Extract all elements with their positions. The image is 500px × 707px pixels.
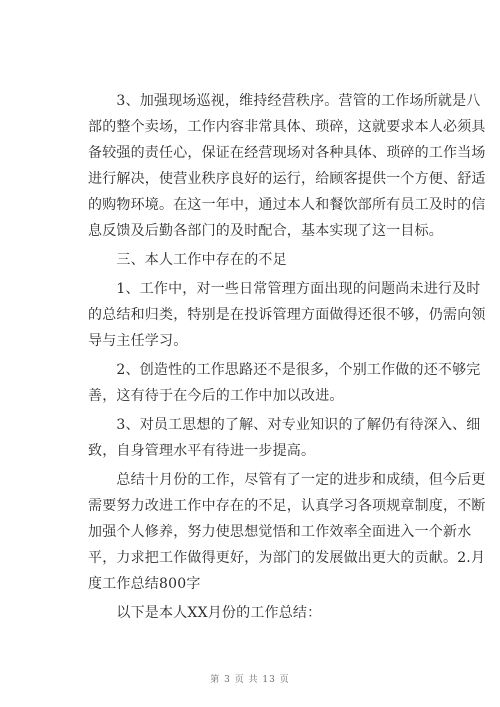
- text-line: 的购物环境。在这一年中，通过本人和餐饮部所有员工及时的信: [88, 197, 486, 213]
- text-line: 总结十月份的工作，尽管有了一定的进步和成绩，但今后更: [88, 472, 486, 488]
- text-line: 部的整个卖场，工作内容非常具体、琐碎，这就要求本人必须具: [88, 119, 486, 135]
- text-line: 3、对员工思想的了解、对专业知识的了解仍有待深入、细: [88, 417, 481, 433]
- text-line: 1、工作中，对一些日常管理方面出现的问题尚未进行及时: [88, 281, 481, 297]
- text-line: 平，力求把工作做得更好，为部门的发展做出更大的贡献。2.月: [88, 550, 486, 566]
- text-line: 以下是本人XX月份的工作总结：: [88, 605, 322, 621]
- text-line: 备较强的责任心，保证在经营现场对各种具体、琐碎的工作当场: [88, 145, 486, 161]
- text-line: 加强个人修养，努力使思想觉悟和工作效率全面进入一个新水: [88, 524, 472, 540]
- text-line: 息反馈及后勤各部门的及时配合，基本实现了这一目标。: [88, 223, 443, 239]
- paragraph-monthly-intro: [88, 600, 412, 626]
- text-line: 度工作总结800字: [88, 576, 201, 592]
- paragraph-shortcoming-1: [88, 276, 486, 354]
- text-line: 致，自身管理水平有待进一步提高。: [88, 443, 316, 459]
- text-line: 2、创造性的工作思路还不是很多，个别工作做的还不够完: [88, 362, 481, 378]
- text-line: 进行解决，使营业秩序良好的运行，给顾客提供一个方便、舒适: [88, 171, 486, 187]
- section-heading-shortcomings: [88, 247, 412, 273]
- text-line: 需要努力改进工作中存在的不足，认真学习各项规章制度，不断: [88, 498, 486, 514]
- paragraph-site-inspection: [88, 88, 486, 244]
- paragraph-shortcoming-2: [88, 357, 481, 409]
- text-line: 导与主任学习。: [88, 333, 188, 349]
- text-line: 善，这有待于在今后的工作中加以改进。: [88, 388, 344, 404]
- paragraph-october-summary: [88, 467, 486, 597]
- page-number-footer: 第 3 页 共 13 页: [210, 675, 290, 685]
- document-body: [88, 88, 486, 629]
- text-line: 的总结和归类，特别是在投诉管理方面做得还很不够，仍需向领: [88, 307, 486, 323]
- text-line: 3、加强现场巡视，维持经营秩序。营管的工作场所就是八: [88, 93, 481, 109]
- paragraph-shortcoming-3: [88, 412, 481, 464]
- text-line: 三、本人工作中存在的不足: [88, 252, 287, 268]
